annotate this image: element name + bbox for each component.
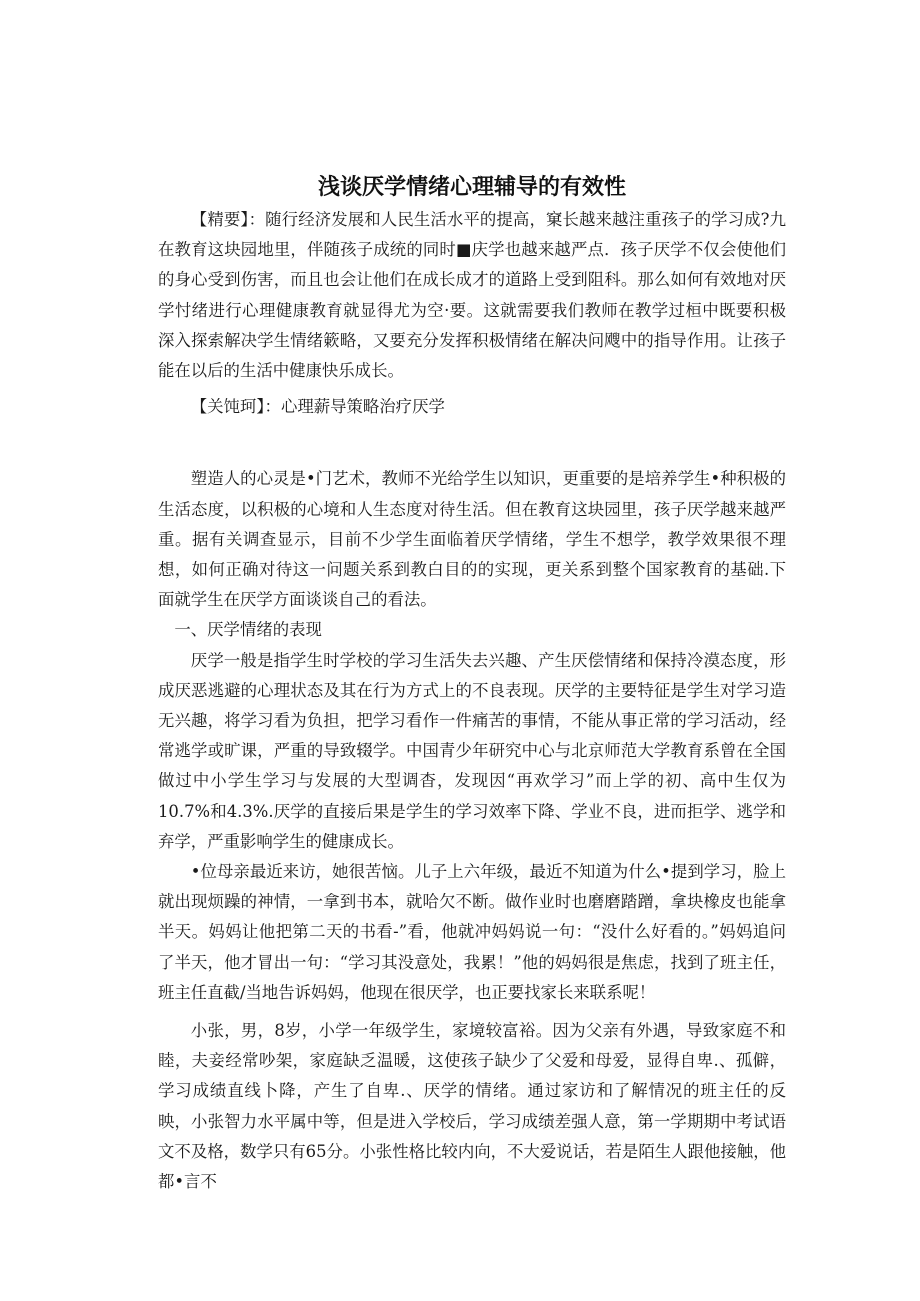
body-paragraph: 小张，男，8岁，小学一年级学生，家境较富裕。因为父亲有外遇，导致家庭不和睦，夫妾经常吵架，家庭缺乏温暖，这使孩子缺少了父爱和母爱，显得自卑.、孤僻，学习成绩直线卜降，产生了自卑.、厌学的情绪。通过家访和了解情况的班主任的反映，小张智力水平属中等，但是进入学校后，学习成绩差强人意，第一学期期中考试语文不及格，数学只有65分。小张性格比较内向，不大爱说话，若是陌生人跟他接触，他都•言不 — [158, 1021, 786, 1192]
abstract-paragraph: 【精要】：随行经济发展和人民生活水平的提高，窠长越来越注重孩子的学习成?九在教育这块园地里，伴随孩子成统的同时■庆学也越来越严点．孩子厌学不仅会使他们的身心受到伤害，而且也会让他们在成长成才的道路上受到阻科。那么如何有效地对厌学忖绪进行心理健康教育就显得尤为空·要。这就需要我们教师在教学过桓中既要积极深入探索解决学生情绪簌略，又要充分发挥积极情绪在解决问飕中的指导作用。让孩子能在以后的生活中健康快乐成长。 — [158, 210, 786, 381]
document-page — [158, 170, 786, 1197]
body-paragraph: •位母亲最近来访，她很苦恼。儿子上六年级，最近不知道为什么•提到学习，脸上就出现烦躁的神情，一拿到书本，就哈欠不断。做作业时也磨磨踏蹭，拿块橡皮也能拿半天。妈妈让他把第二天的书看-”看，他就冲妈妈说一句：“没什么好看的。”妈妈追问了半天，他才冒出一句：“学习其没意处，我累！”他的妈妈很是焦虑，找到了班主任，班主任直截/当地告诉妈妈，他现在很厌学，也正要找家长来联系呢！ — [158, 862, 786, 1002]
intro-paragraph: 塑造人的心灵是•门艺术，教师不光给学生以知识，更重要的是培养学生•种积极的生活态度，以积极的心境和人生态度对待生活。但在教育这块园里，孩子厌学越来越严重。据有关调查显示，目前不少学生面临着厌学情绪，学生不想学，教学效果很不理想，如何正确对待这一问题关系到教白目的的实现，更关系到整个国家教育的基础.下面就学生在厌学方面谈谈自己的看法。 — [158, 469, 786, 610]
document-title: 浅谈厌学情绪心理辅导的有效性 — [317, 175, 626, 200]
section-heading: 一、厌学情绪的表现 — [174, 620, 322, 640]
keywords-line: 【关饨珂】：心理薪导策略治疗厌学 — [190, 397, 445, 417]
body-paragraph: 厌学一般是指学生时学校的学习生活失去兴趣、产生厌偿情绪和保持冷漠态度，形成厌恶逃避的心理状态及其在行为方式上的不良表现。厌学的主要特征是学生对学习造无兴趣，将学习看为负担，把学习看作一件痛苦的事情，不能从事正常的学习活动，经常逃学或旷课，严重的导致辍学。中国青少年研究中心与北京师范大学教育系曾在全国做过中小学生学习与发展的大型调杳，发现因“再欢学习”而上学的初、高中生仅为10.7%和4.3%.厌学的直接后果是学生的学习效率下降、学业不良，进而拒学、逃学和弃学，严重影响学生的健康成长。 — [158, 650, 786, 851]
